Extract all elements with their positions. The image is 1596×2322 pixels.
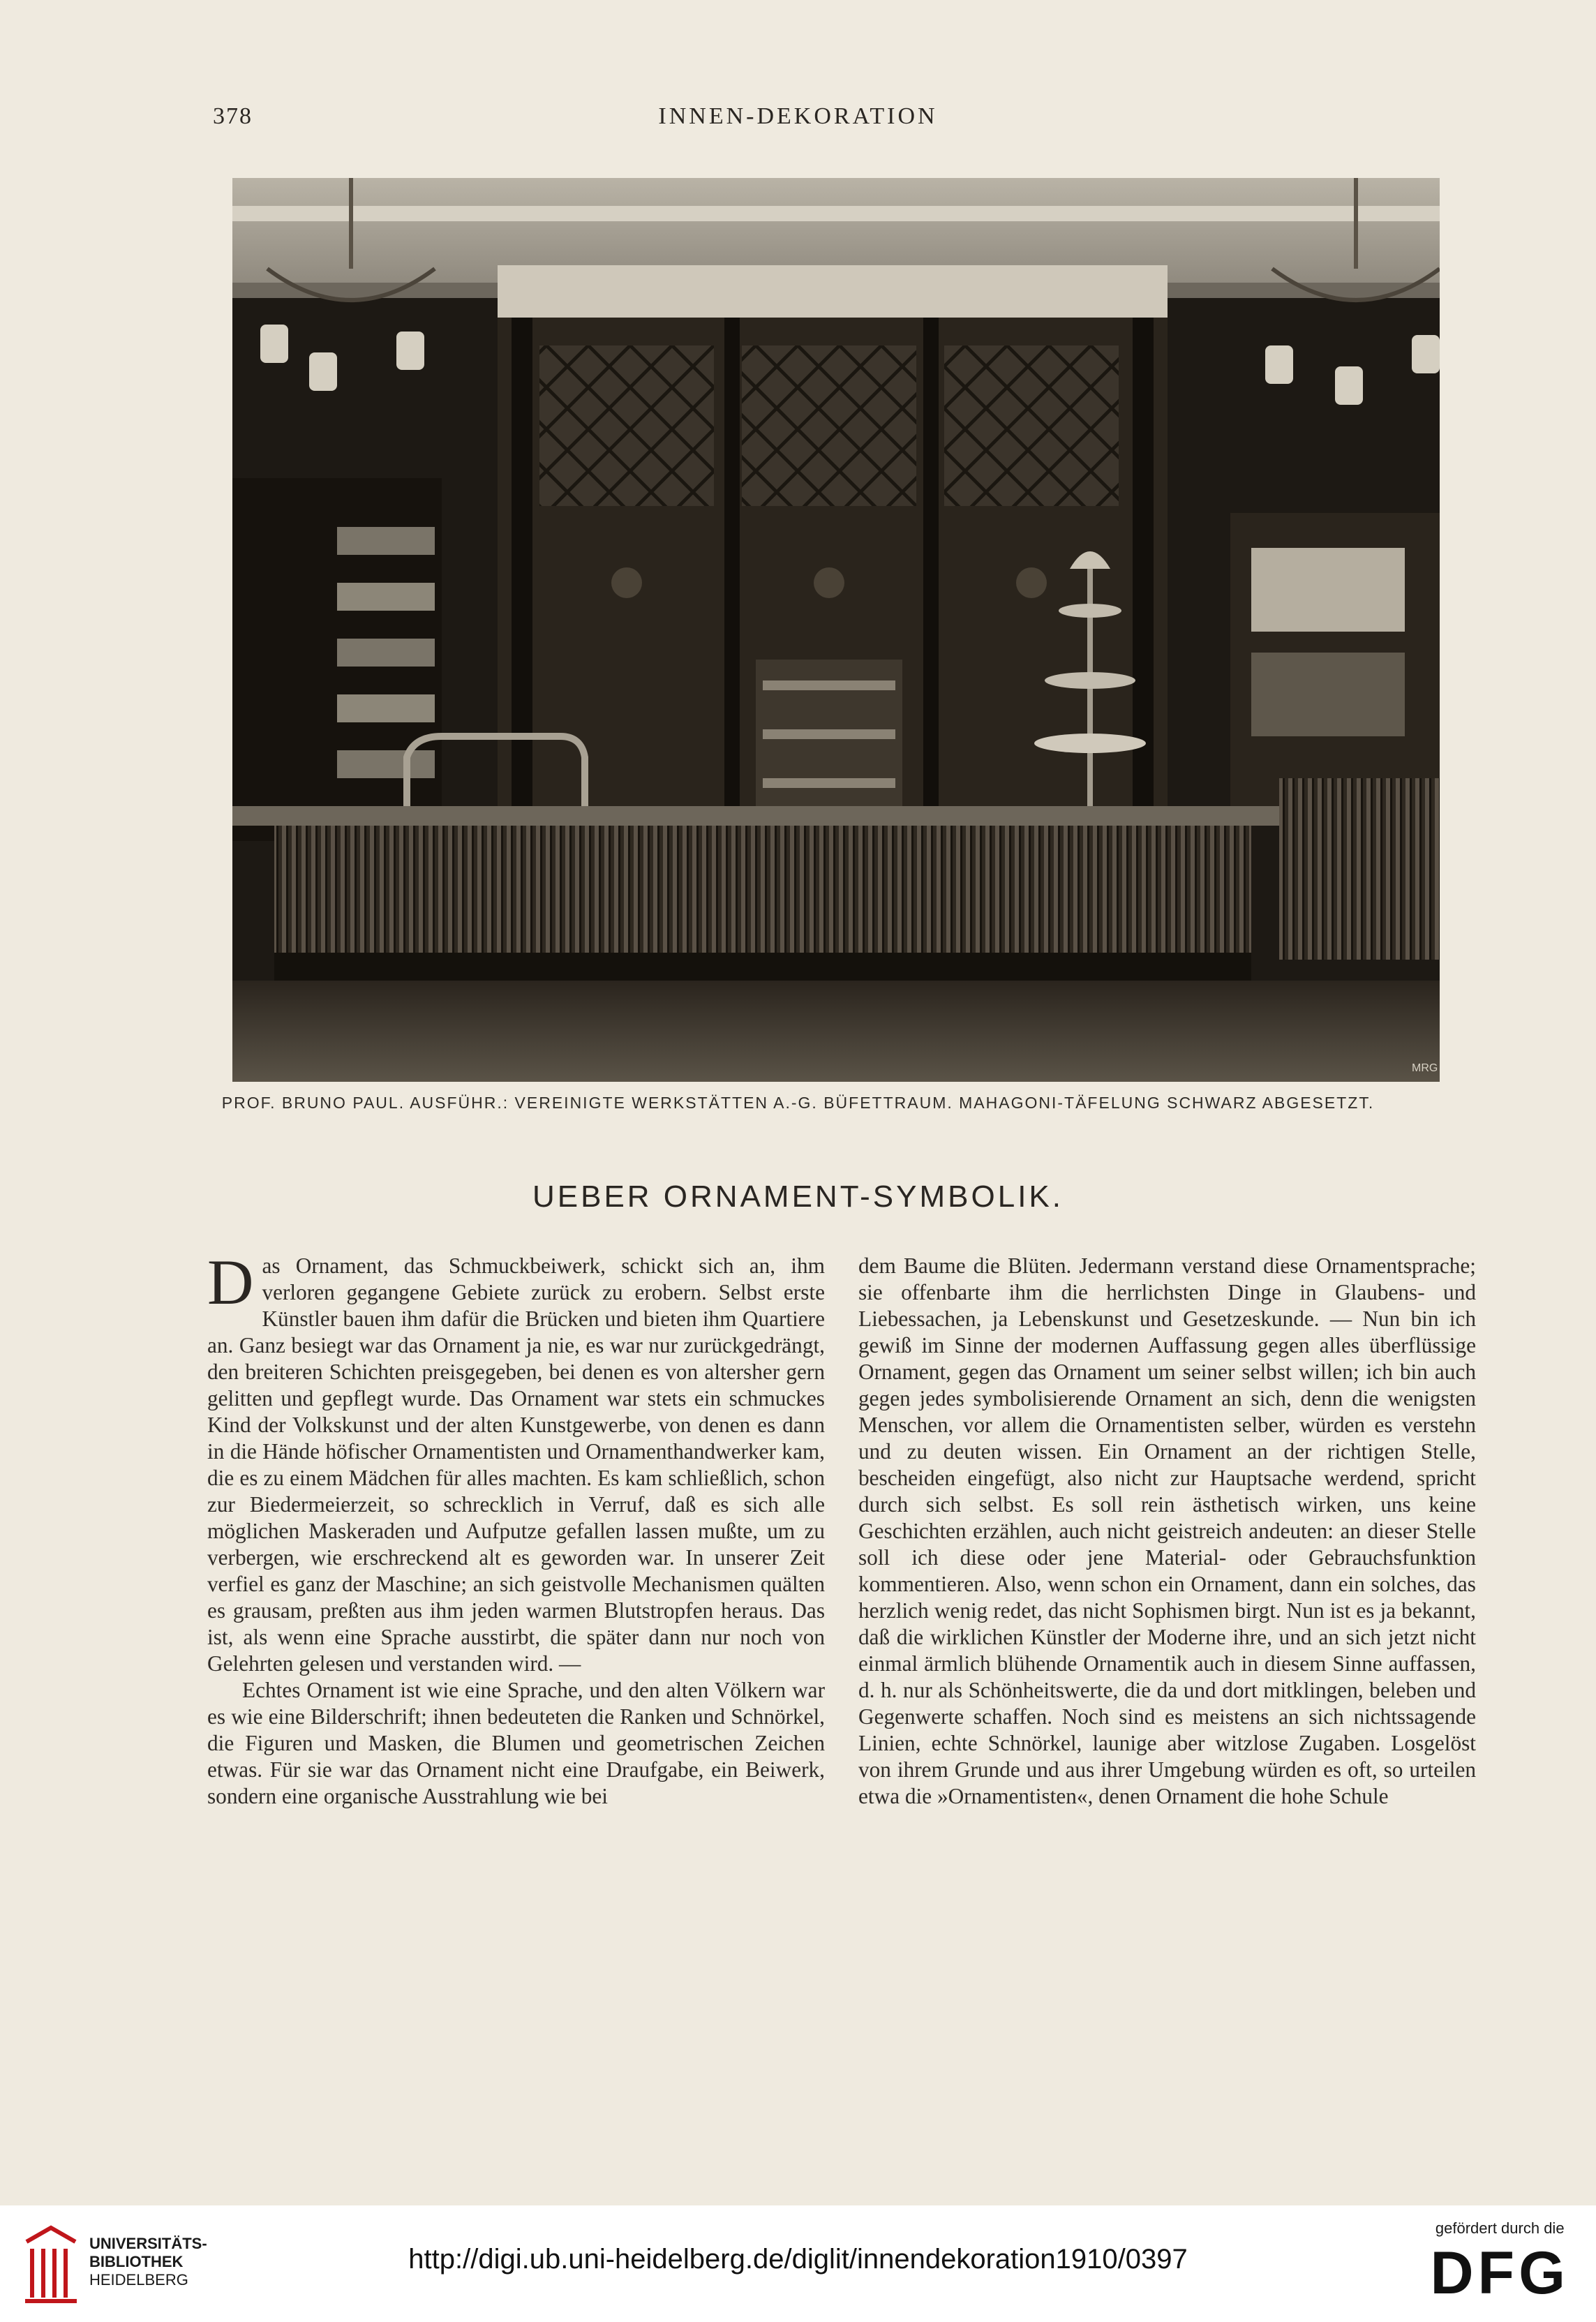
library-name-line1: UNIVERSITÄTS-: [89, 2235, 207, 2252]
paragraph: Echtes Ornament ist wie eine Sprache, und den alten Völkern war es wie eine Bilderschrift; ihnen bedeuteten die Ranken und Schnörkel, die Figuren und Masken, die Blumen und geometrischen Zeichen etwas. Für sie war das Ornament nicht eine Draufgabe, ein Beiwerk, sondern eine organische Ausstrahlung wie bei: [207, 1678, 825, 1808]
paragraph: dem Baume die Blüten. Jedermann verstand diese Ornamentsprache; sie offenbarte ihm die herrlichsten Dinge in Glaubens- und Liebessachen, ja Lebenskunst und Gesetzeskunde. — Nun bin ich gewiß im Sinne der modernen Auffassung gegen alles überflüssige Ornament, gegen das Ornament um seiner selbst willen; ich bin auch gegen jedes symbolisierende Ornament an sich, denn die wenigsten Menschen, vor allem die Ornamentisten selber, würden es verstehn und zu deuten wissen. Ein Ornament an der richtigen Stelle, bescheiden eingefügt, also nicht zur Hauptsache werdend, spricht durch sich selbst. Es soll rein ästhetisch wirken, uns keine Geschichten erzählen, auch nicht geistreich andeuten: an dieser Stelle soll ich diese oder jene Material- oder Gebrauchsfunktion kommentieren. Also, wenn schon ein Ornament, dann ein solches, das herzlich wenig redet, das nicht Sophismen birgt. Nun ist es ja bekannt, daß die wirklichen Künstler der Moderne ihre, und an sich jetzt nicht einmal ärmlich blühende Ornamentik auch in diesem Sinne auffassen, d. h. nur als Schönheitswerte, die da und dort mitklingen, beleben und Gegenwerte schaffen. Noch sind es meistens an sich nichtssagende Linien, echte Schnörkel, launige aber witzlose Zugaben. Losgelöst von ihrem Grunde und aus ihrer Umgebung würden es oft, so urteilen etwa die »Ornamentisten«, denen Ornament die hohe Schule: [858, 1253, 1476, 1808]
figure-caption: PROF. BRUNO PAUL. AUSFÜHR.: VEREINIGTE WERKSTÄTTEN A.-G. BÜFETTRAUM. MAHAGONI-TÄFELUNG SCHWARZ ABGESETZT.: [221, 1094, 1375, 1112]
digitization-footer: [0, 2205, 1596, 2322]
photograph-illustration: [232, 178, 1440, 1082]
library-name-line3: HEIDELBERG: [89, 2271, 188, 2288]
dfg-logo: DFG: [1430, 2240, 1569, 2307]
running-head: [0, 103, 1596, 138]
bar-room-photograph: [232, 178, 1440, 1082]
funding-notice: [1430, 2219, 1569, 2305]
article-title: UEBER ORNAMENT-SYMBOLIK.: [532, 1179, 1064, 1214]
paragraph: [207, 1246, 825, 1677]
permalink-url[interactable]: http://digi.ub.uni-heidelberg.de/diglit/innendekoration1910/0397: [408, 2244, 1188, 2275]
text-column-right: [858, 1253, 1476, 1810]
photo-signature: MRG: [1412, 1062, 1438, 1074]
library-name-line2: BIBLIOTHEK: [89, 2253, 184, 2270]
journal-title: INNEN-DEKORATION: [658, 103, 938, 129]
funded-by-label: gefördert durch die: [1435, 2219, 1565, 2237]
drop-cap: D: [207, 1246, 254, 1318]
paragraph-text: as Ornament, das Schmuckbeiwerk, schickt sich an, ihm verloren gegangene Gebiete zurück zu erobern. Selbst erste Künstler bauen ihm dafür die Brücken und bieten ihm Quartiere an. Ganz besiegt war das Ornament ja nie, es war nur zurückgedrängt, den breiteren Schichten preisgegeben, bei denen es von altersher gern gelitten und gepflegt wurde. Das Ornament war stets ein schmuckes Kind der Volkskunst und der alten Kunstgewerbe, von denen es dann in die Hände höfischer Ornamentisten und Ornamenthandwerker kam, die es zu einem Mädchen für alles machten. Es kam schließlich, schon zur Biedermeierzeit, so schrecklich in Verruf, daß es sich alle möglichen Maskeraden und Aufputze gefallen lassen mußte, um zu verbergen, wie erschreckend alt es geworden war. In unserer Zeit verfiel es ganz der Maschine; an sich geistvolle Mechanismen quälten es grausam, preßten aus ihm jeden warmen Blutstropfen heraus. Das ist, als wenn eine Sprache ausstirbt, die später dann nur noch von Gelehrten gelesen und verstanden wird. —: [207, 1253, 825, 1676]
text-column-left: [207, 1246, 825, 1810]
page-number: 378: [213, 103, 253, 129]
